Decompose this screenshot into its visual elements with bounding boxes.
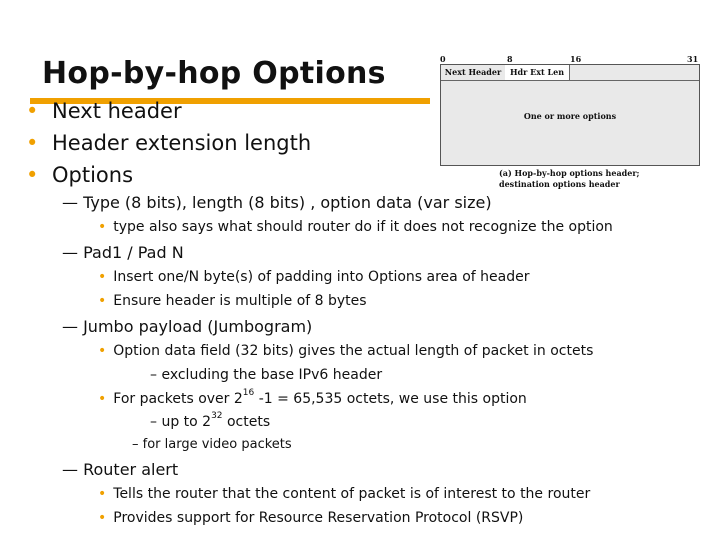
bullet-text: type also says what should router do if it does not recognize the option	[113, 219, 613, 235]
bullet-text: Tells the router that the content of packet is of interest to the router	[113, 486, 591, 502]
bullet-text: Provides support for Resource Reservation Protocol (RSVP)	[113, 510, 524, 526]
bullet-text: Next header	[52, 99, 182, 123]
bullet-text: Insert one/N byte(s) of padding into Options area of header	[113, 269, 530, 285]
router-line: — Router alert	[62, 460, 179, 479]
text-part: – up to 2	[150, 414, 212, 430]
bullet-text: Option data field (32 bits) gives the actual length of packet in octets	[113, 343, 594, 359]
jumbo-sub-1	[98, 343, 593, 359]
bullet-dot: •	[98, 219, 107, 235]
bullet-dot: •	[26, 99, 39, 123]
figure-caption	[499, 168, 640, 190]
bullet-dot: •	[98, 293, 107, 309]
next-header-field: Next Header	[441, 65, 506, 80]
bullet-dot: •	[98, 269, 107, 285]
bullet-text: Ensure header is multiple of 8 bytes	[113, 293, 367, 309]
jumbo-sub-2-dash2: – for large video packets	[132, 437, 292, 452]
bullet-dot: •	[26, 131, 39, 155]
header-box	[440, 64, 700, 166]
figure-caption-line-2: destination options header	[499, 179, 620, 189]
figure-caption-line-1: (a) Hop-by-hop options header;	[499, 168, 640, 178]
pad-sub-1	[98, 269, 529, 285]
hdr-ext-len-field: Hdr Ext Len	[505, 65, 570, 80]
exponent: 32	[211, 411, 223, 421]
pad-line: — Pad1 / Pad N	[62, 243, 184, 262]
text-part: -1 = 65,535 octets, we use this option	[254, 391, 527, 407]
router-sub-1	[98, 486, 590, 502]
bullet-text: Header extension length	[52, 131, 312, 155]
options-field: One or more options	[523, 111, 617, 121]
bullet-next-header	[26, 98, 182, 124]
jumbo-sub-2-dash	[150, 411, 271, 430]
text-part: octets	[222, 414, 271, 430]
bullet-header-ext-length	[26, 130, 311, 156]
bullet-dot: •	[98, 391, 107, 407]
header-first-row	[441, 65, 699, 81]
header-format-figure	[437, 50, 704, 195]
pad-sub-2	[98, 293, 367, 309]
exponent: 16	[242, 388, 255, 398]
bullet-dot: •	[26, 163, 39, 187]
bit-label-16: 16	[570, 54, 582, 64]
jumbo-sub-1-dash: – excluding the base IPv6 header	[150, 367, 383, 383]
bullet-options	[26, 162, 133, 188]
type-line: — Type (8 bits), length (8 bits) , option data (var size)	[62, 193, 492, 212]
bit-label-0: 0	[440, 54, 446, 64]
text-part: For packets over 2	[113, 391, 243, 407]
router-sub-2	[98, 510, 523, 526]
bullet-dot: •	[98, 486, 107, 502]
bit-label-31: 31	[687, 54, 699, 64]
jumbo-line: — Jumbo payload (Jumbogram)	[62, 317, 313, 336]
slide-title: Hop-by-hop Options	[42, 56, 386, 91]
type-sub	[98, 219, 613, 235]
bit-label-8: 8	[507, 54, 513, 64]
bullet-dot: •	[98, 343, 107, 359]
bullet-dot: •	[98, 510, 107, 526]
bullet-text: Options	[52, 163, 134, 187]
jumbo-sub-2	[98, 388, 527, 407]
